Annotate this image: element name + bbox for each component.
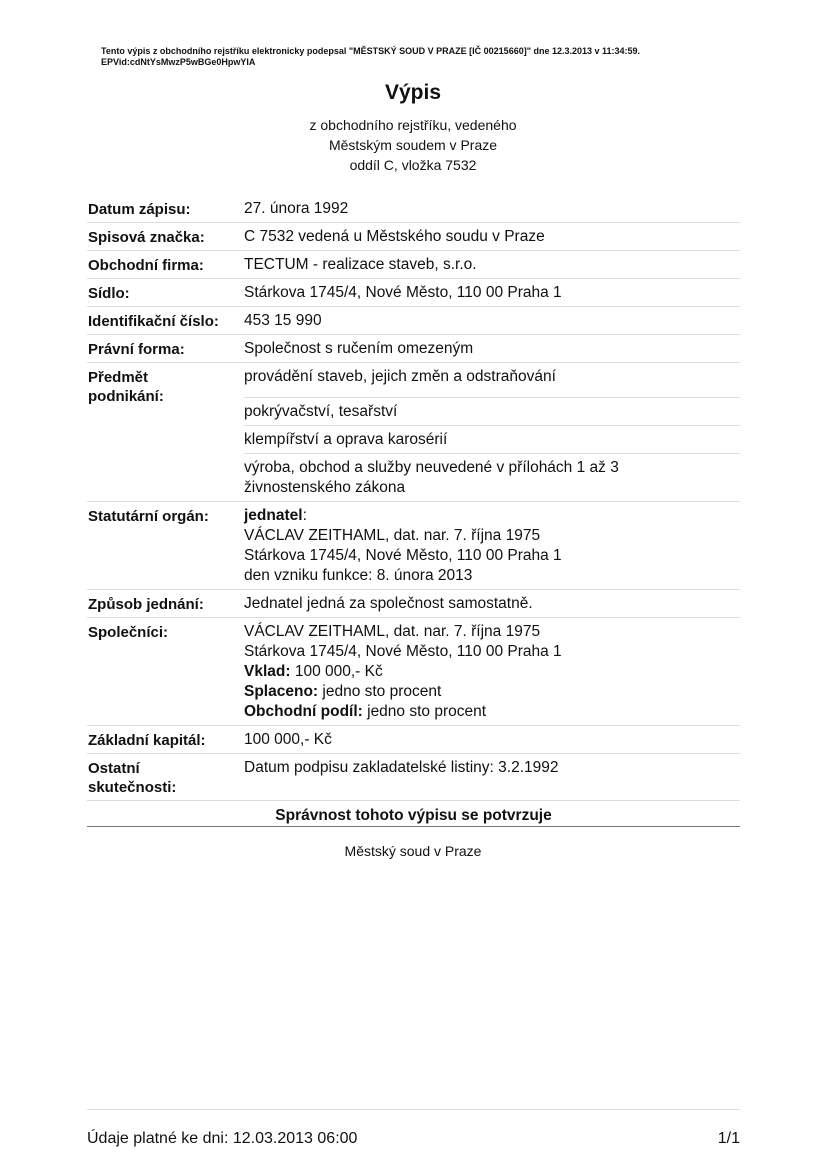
statutory-body-value <box>244 502 740 589</box>
role-name: jednatel <box>244 507 303 524</box>
subtitle-line: oddíl C, vložka 7532 <box>349 157 477 173</box>
page-number: 1/1 <box>717 1130 740 1147</box>
label-line: podnikání: <box>88 388 164 405</box>
row-label: Obchodní firma: <box>88 257 204 274</box>
deposit-line <box>244 662 740 682</box>
footer-divider <box>87 1109 740 1110</box>
row-statutarni-organ <box>87 502 740 590</box>
row-label: Základní kapitál: <box>88 732 206 749</box>
row-value: Stárkova 1745/4, Nové Město, 110 00 Praha 1 <box>244 284 562 301</box>
business-activity: provádění staveb, jejich změn a odstraňování <box>244 363 740 398</box>
label-line: skutečnosti: <box>88 779 177 796</box>
row-label: Způsob jednání: <box>88 596 204 613</box>
share-value: jedno sto procent <box>362 703 487 720</box>
paid-value: jedno sto procent <box>318 683 442 700</box>
row-label <box>87 363 244 501</box>
activity-line: výroba, obchod a služby neuvedené v přílohách 1 až 3 <box>244 459 619 476</box>
row-ico <box>87 307 740 335</box>
address-line: Stárkova 1745/4, Nové Město, 110 00 Praha 1 <box>244 643 562 660</box>
deposit-label: Vklad: <box>244 663 291 680</box>
row-label: Datum zápisu: <box>88 201 191 218</box>
role-suffix: : <box>302 507 307 524</box>
row-value: Datum podpisu zakladatelské listiny: 3.2.1992 <box>244 759 559 776</box>
row-label: Identifikační číslo: <box>88 313 219 330</box>
court-name: Městský soud v Praze <box>344 843 482 859</box>
row-label: Sídlo: <box>88 285 130 302</box>
row-datum-zapisu <box>87 195 740 223</box>
business-activity <box>244 454 740 501</box>
address-line: Stárkova 1745/4, Nové Město, 110 00 Praha 1 <box>244 547 562 564</box>
footer-valid-date: Údaje platné ke dni: 12.03.2013 06:00 <box>87 1130 358 1147</box>
label-line: Ostatní <box>88 760 140 777</box>
row-spisova-znacka <box>87 223 740 251</box>
paid-label: Splaceno: <box>244 683 319 700</box>
row-value: 27. února 1992 <box>244 200 349 217</box>
activity-line: živnostenského zákona <box>244 479 406 496</box>
document-subtitle <box>0 115 826 175</box>
row-value: C 7532 vedená u Městského soudu v Praze <box>244 228 545 245</box>
row-zakladni-kapital <box>87 726 740 754</box>
row-label <box>87 754 244 800</box>
row-label: Právní forma: <box>88 341 185 358</box>
person-line: VÁCLAV ZEITHAML, dat. nar. 7. října 1975 <box>244 527 541 544</box>
paid-line <box>244 682 740 702</box>
row-ostatni-skutecnosti <box>87 754 740 801</box>
electronic-signature-note <box>101 46 721 68</box>
business-activity: klempířství a oprava karosérií <box>244 426 740 454</box>
row-value: Jednatel jedná za společnost samostatně. <box>244 595 533 612</box>
row-spolecnici <box>87 618 740 726</box>
person-line: VÁCLAV ZEITHAML, dat. nar. 7. října 1975 <box>244 623 541 640</box>
row-predmet-podnikani <box>87 363 740 502</box>
register-table <box>87 195 740 801</box>
confirmation-text: Správnost tohoto výpisu se potvrzuje <box>275 807 552 824</box>
row-pravni-forma <box>87 335 740 363</box>
function-start-line: den vzniku funkce: 8. února 2013 <box>244 567 473 584</box>
row-label: Společníci: <box>88 624 169 641</box>
row-value: Společnost s ručením omezeným <box>244 340 474 357</box>
deposit-value: 100 000,- Kč <box>290 663 383 680</box>
partners-value <box>244 618 740 725</box>
row-sidlo <box>87 279 740 307</box>
signature-line: Tento výpis z obchodního rejstříku elektronicky podepsal "MĚSTSKÝ SOUD V PRAZE [IČ 00215660]" dne 12.3.2013 v 11:34:59. <box>101 46 641 56</box>
epvid-line: EPVid:cdNtYsMwzP5wBGe0HpwYIA <box>101 57 256 67</box>
row-value: 453 15 990 <box>244 312 322 329</box>
business-activity: pokrývačství, tesařství <box>244 398 740 426</box>
subtitle-line: z obchodního rejstříku, vedeného <box>309 117 517 133</box>
role-line <box>244 506 740 526</box>
confirmation-heading <box>87 806 740 827</box>
label-line: Předmět <box>88 369 149 386</box>
row-zpusob-jednani <box>87 590 740 618</box>
share-line <box>244 702 740 722</box>
row-obchodni-firma <box>87 251 740 279</box>
row-value: 100 000,- Kč <box>244 731 332 748</box>
document-title: Výpis <box>384 81 442 104</box>
row-label: Statutární orgán: <box>88 508 209 525</box>
share-label: Obchodní podíl: <box>244 703 363 720</box>
row-label: Spisová značka: <box>88 229 205 246</box>
row-value: TECTUM - realizace staveb, s.r.o. <box>244 256 477 273</box>
subtitle-line: Městským soudem v Praze <box>328 137 498 153</box>
